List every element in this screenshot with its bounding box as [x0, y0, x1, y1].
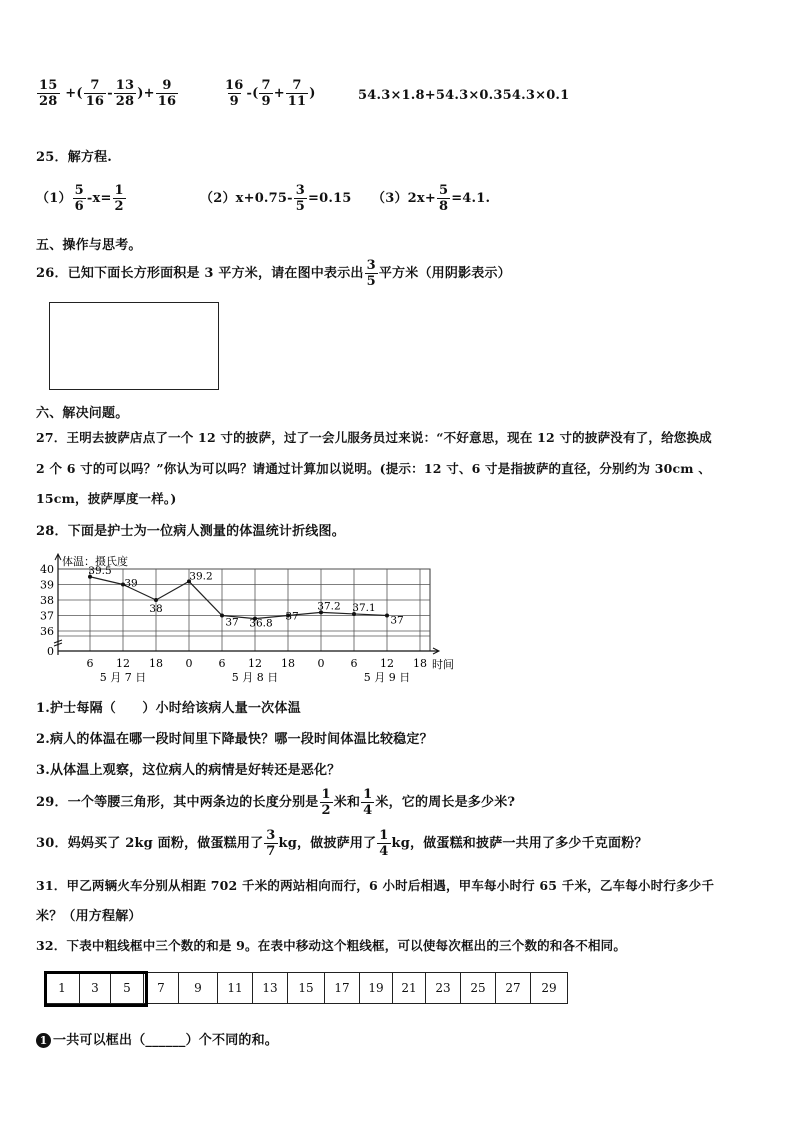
temperature-line-chart — [32, 553, 472, 683]
x-tick-label: 6 — [218, 657, 226, 670]
q25-part1: （1） $\frac{5}{6}$ -x= $\frac{1}{2}$ — [36, 183, 124, 214]
table-cell: 7 — [144, 973, 179, 1004]
data-label: 39 — [124, 577, 138, 590]
table-cell: 13 — [253, 973, 288, 1004]
x-tick-label: 6 — [350, 657, 358, 670]
q29-text: 29．一个等腰三角形，其中两条边的长度分别是 $\frac{1}{2}$ 米和 $\frac{1}{4}$ 米，它的周长是多少米? — [36, 787, 516, 818]
x-tick-label: 18 — [149, 657, 163, 670]
data-label: 37 — [225, 616, 239, 629]
q31-line2: 米？（用方程解） — [36, 909, 142, 924]
section-6-heading: 六、解决问题。 — [36, 406, 129, 421]
data-point — [154, 598, 158, 602]
q32-title: 32．下表中粗线框中三个数的和是 9。在表中移动这个粗线框，可以使每次框出的三个数的和各不相同。 — [36, 938, 627, 953]
table-cell: 9 — [179, 973, 218, 1004]
x-tick-label: 18 — [413, 657, 427, 670]
x-tick-label: 12 — [380, 657, 394, 670]
table-cell: 1 — [45, 973, 80, 1004]
section-5-heading: 五、操作与思考。 — [36, 238, 142, 253]
data-label: 36.8 — [249, 617, 273, 630]
q25-title: 25．解方程. — [36, 150, 113, 165]
q28-title: 28．下面是护士为一位病人测量的体温统计折线图。 — [36, 524, 345, 539]
table-cell: 11 — [218, 973, 253, 1004]
q31-line1: 31．甲乙两辆火车分别从相距 702 千米的两站相向而行，6 小时后相遇，甲车每小时行 65 千米，乙车每小时行多少千 — [36, 878, 715, 893]
x-tick-label: 6 — [86, 657, 94, 670]
x-tick-label: 18 — [281, 657, 295, 670]
table-cell: 23 — [426, 973, 461, 1004]
table-cell: 29 — [531, 973, 568, 1004]
calc-expression-1: $\frac{15}{28}$ +( $\frac{7}{16}$ - $\frac{13}{28}$ )+ $\frac{9}{16}$ — [39, 78, 177, 109]
table-cell: 5 — [111, 973, 144, 1004]
q32-sub1: 1 一共可以框出（______）个不同的和。 — [36, 1029, 278, 1048]
date-group-label: 5 月 8 日 — [231, 671, 279, 683]
chart-labels — [88, 565, 403, 630]
y-axis-title: 体温：摄氏度 — [62, 555, 128, 568]
table-cell: 21 — [393, 973, 426, 1004]
data-point — [385, 614, 389, 618]
table-cell: 15 — [288, 973, 325, 1004]
data-label: 37.2 — [317, 600, 341, 613]
data-label: 38 — [149, 603, 163, 615]
x-axis-title: 时间 — [432, 658, 454, 671]
y-tick-label: 39 — [40, 578, 54, 592]
table-cell: 25 — [461, 973, 496, 1004]
data-point — [220, 614, 224, 618]
q28-sub2: 2.病人的体温在哪一段时间里下降最快？哪一段时间体温比较稳定？ — [36, 732, 433, 747]
q28-sub3: 3.从体温上观察，这位病人的病情是好转还是恶化？ — [36, 763, 341, 778]
x-tick-label: 0 — [185, 657, 193, 670]
y-tick-label: 38 — [40, 594, 54, 607]
data-label: 37 — [390, 614, 404, 627]
q32-bold-frame[interactable] — [44, 971, 148, 1007]
q27-line1: 27．王明去披萨店点了一个 12 寸的披萨，过了一会儿服务员过来说：“不好意思，现在 12 寸的披萨没有了，给您换成 — [36, 430, 712, 445]
table-cell: 3 — [80, 973, 111, 1004]
q30-text: 30．妈妈买了 2kg 面粉，做蛋糕用了 $\frac{3}{7}$ kg，做披萨用了 $\frac{1}{4}$ kg，做蛋糕和披萨一共用了多少千克面粉？ — [36, 828, 648, 859]
y-tick-label: 37 — [40, 609, 54, 623]
data-label: 39.2 — [189, 570, 213, 583]
q26-text: 26．已知下面长方形面积是 3 平方米，请在图中表示出 $\frac{3}{5}$ 平方米（用阴影表示） — [36, 258, 511, 289]
table-cell: 19 — [360, 973, 393, 1004]
y-tick-label: 40 — [40, 563, 54, 576]
data-label: 37 — [285, 610, 299, 623]
calc-expression-2: $\frac{16}{9}$ -( $\frac{7}{9}$ + $\frac{7}{11}$ ) — [225, 78, 316, 109]
q27-line3: 15cm，披萨厚度一样。) — [36, 491, 177, 506]
x-tick-label: 12 — [248, 657, 262, 670]
y-tick-label: 0 — [47, 645, 54, 658]
date-group-label: 5 月 7 日 — [99, 671, 147, 683]
calc-expression-3: 54.3×1.8+54.3×0.354.3×0.1 — [358, 88, 570, 103]
y-tick-label: 36 — [40, 625, 54, 638]
x-tick-label: 12 — [116, 657, 130, 670]
q27-line2: 2 个 6 寸的可以吗？”你认为可以吗？请通过计算加以说明。(提示：12 寸、6 寸是指披萨的直径，分别约为 30cm 、 — [36, 461, 711, 476]
q26-rectangle[interactable] — [49, 302, 219, 390]
data-label: 37.1 — [352, 601, 376, 614]
circled-number-icon: 1 — [36, 1033, 51, 1048]
q25-part2: （2）x+0.75- $\frac{3}{5}$ =0.15 — [200, 183, 352, 214]
data-label: 39.5 — [88, 564, 112, 577]
table-cell: 27 — [496, 973, 531, 1004]
q28-sub1: 1.护士每隔（ ）小时给该病人量一次体温 — [36, 701, 301, 716]
x-tick-label: 0 — [317, 657, 325, 670]
q25-part3: （3）2x+ $\frac{5}{8}$ =4.1. — [372, 183, 491, 214]
date-group-label: 5 月 9 日 — [363, 671, 411, 683]
table-cell: 17 — [325, 973, 360, 1004]
